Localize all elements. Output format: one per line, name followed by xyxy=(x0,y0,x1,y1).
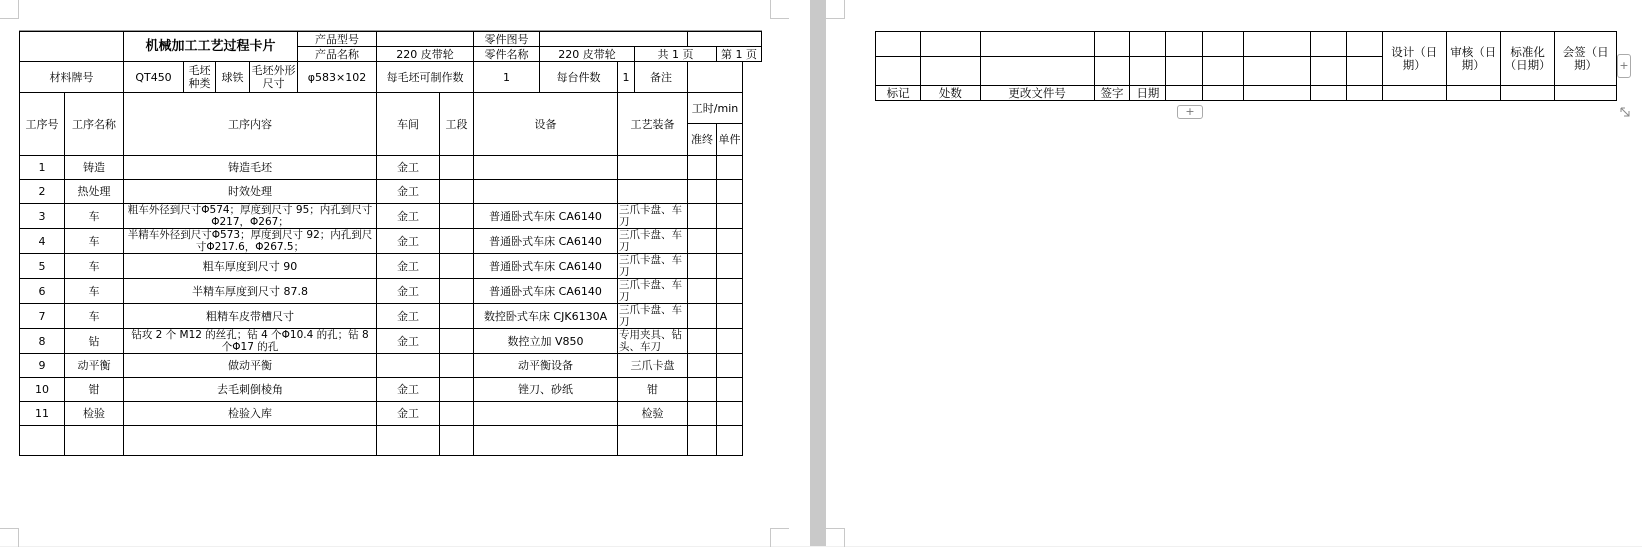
op-section[interactable] xyxy=(440,180,474,204)
op-tooling[interactable] xyxy=(618,156,688,180)
op-unit-time[interactable] xyxy=(717,378,743,402)
blank-cell[interactable] xyxy=(377,426,440,456)
col-header-tooling: 工艺装备 xyxy=(618,93,688,156)
table-row xyxy=(20,378,762,402)
blank-type-label: 毛坯种类 xyxy=(184,62,216,93)
op-section[interactable] xyxy=(440,229,474,254)
col-header-workshop: 车间 xyxy=(377,93,440,156)
op-prep-time[interactable] xyxy=(688,204,717,229)
product-model-value[interactable] xyxy=(377,32,474,47)
blank-cell xyxy=(688,32,762,47)
table-row xyxy=(20,304,762,329)
op-content[interactable]: 检验入库 xyxy=(124,402,377,426)
part-drawing-value[interactable] xyxy=(540,32,688,47)
op-workshop[interactable]: 金工 xyxy=(377,156,440,180)
op-section[interactable] xyxy=(440,354,474,378)
blank-type-value[interactable]: 球铁 xyxy=(216,62,250,93)
col-header-prep: 准终 xyxy=(688,124,717,156)
signoff-cell[interactable] xyxy=(1203,86,1244,101)
blank-cell xyxy=(20,32,124,62)
op-seq[interactable]: 2 xyxy=(20,180,65,204)
col-header-section: 工段 xyxy=(440,93,474,156)
op-section[interactable] xyxy=(440,402,474,426)
crop-mark xyxy=(770,528,789,547)
remark-label: 备注 xyxy=(635,62,688,93)
op-workshop[interactable] xyxy=(377,354,440,378)
op-workshop[interactable]: 金工 xyxy=(377,279,440,304)
signoff-cell[interactable] xyxy=(876,57,921,86)
table-row xyxy=(20,354,762,378)
blank-cell[interactable] xyxy=(688,426,717,456)
op-seq[interactable]: 3 xyxy=(20,204,65,229)
op-section[interactable] xyxy=(440,304,474,329)
signoff-cell[interactable] xyxy=(1446,86,1500,101)
signoff-cell[interactable] xyxy=(1244,32,1311,57)
crop-mark xyxy=(826,528,845,547)
op-name[interactable]: 车 xyxy=(65,204,124,229)
countersign-date-header: 会签（日期） xyxy=(1555,32,1617,86)
signoff-cell[interactable] xyxy=(1094,32,1130,57)
op-name[interactable]: 钻 xyxy=(65,329,124,354)
col-header-time: 工时/min xyxy=(688,93,743,124)
op-name[interactable]: 车 xyxy=(65,254,124,279)
signoff-cell[interactable] xyxy=(1346,32,1382,57)
standard-date-header: 标准化（日期） xyxy=(1500,32,1554,86)
op-prep-time[interactable] xyxy=(688,304,717,329)
signoff-table xyxy=(875,31,1617,101)
signoff-cell[interactable] xyxy=(921,57,981,86)
signoff-cell[interactable] xyxy=(1382,86,1446,101)
blank-cell[interactable] xyxy=(65,426,124,456)
signoff-cell[interactable] xyxy=(1203,57,1244,86)
part-name-label: 零件名称 xyxy=(474,47,540,62)
op-tooling[interactable]: 三爪卡盘、车刀 xyxy=(618,304,688,329)
review-date-header: 审核（日期） xyxy=(1446,32,1500,86)
op-content[interactable]: 粗精车皮带槽尺寸 xyxy=(124,304,377,329)
material-value[interactable]: QT450 xyxy=(124,62,184,93)
table-row xyxy=(20,254,762,279)
op-unit-time[interactable] xyxy=(717,402,743,426)
op-equipment[interactable]: 普通卧式车床 CA6140 xyxy=(474,204,618,229)
signoff-cell[interactable] xyxy=(876,32,921,57)
op-prep-time[interactable] xyxy=(688,254,717,279)
signoff-cell[interactable] xyxy=(1244,86,1311,101)
product-model-label: 产品型号 xyxy=(298,32,377,47)
op-seq[interactable]: 1 xyxy=(20,156,65,180)
op-section[interactable] xyxy=(440,204,474,229)
op-tooling[interactable]: 专用夹具、钻头、车刀 xyxy=(618,329,688,354)
op-unit-time[interactable] xyxy=(717,229,743,254)
per-unit-label: 每台件数 xyxy=(540,62,618,93)
op-name[interactable]: 车 xyxy=(65,279,124,304)
op-unit-time[interactable] xyxy=(717,204,743,229)
blank-cell[interactable] xyxy=(618,426,688,456)
mark-label: 标记 xyxy=(876,86,921,101)
signoff-cell[interactable] xyxy=(1244,57,1311,86)
op-content[interactable]: 半精车外径到尺寸Φ573；厚度到尺寸 92；内孔到尺寸Φ217.6，Φ267.5； xyxy=(124,229,377,254)
op-unit-time[interactable] xyxy=(717,279,743,304)
count-label: 处数 xyxy=(921,86,981,101)
signoff-cell[interactable] xyxy=(1346,57,1382,86)
op-equipment[interactable]: 动平衡设备 xyxy=(474,354,618,378)
op-unit-time[interactable] xyxy=(717,180,743,204)
date-label: 日期 xyxy=(1130,86,1166,101)
crop-mark xyxy=(826,0,845,19)
table-row xyxy=(20,204,762,229)
blank-cell[interactable] xyxy=(20,426,65,456)
sign-label: 签字 xyxy=(1094,86,1130,101)
card-title: 机械加工工艺过程卡片 xyxy=(124,32,298,62)
signoff-cell[interactable] xyxy=(980,57,1094,86)
signoff-cell[interactable] xyxy=(921,32,981,57)
op-workshop[interactable]: 金工 xyxy=(377,180,440,204)
op-section[interactable] xyxy=(440,378,474,402)
signoff-cell[interactable] xyxy=(1500,86,1554,101)
blank-cell[interactable] xyxy=(440,426,474,456)
total-pages: 共 1 页 xyxy=(635,47,717,62)
op-section[interactable] xyxy=(440,254,474,279)
op-prep-time[interactable] xyxy=(688,279,717,304)
op-seq[interactable]: 4 xyxy=(20,229,65,254)
blank-size-label: 毛坯外形尺寸 xyxy=(250,62,298,93)
op-section[interactable] xyxy=(440,279,474,304)
op-workshop[interactable]: 金工 xyxy=(377,204,440,229)
process-card-table xyxy=(19,31,762,456)
op-seq[interactable]: 10 xyxy=(20,378,65,402)
op-name[interactable]: 车 xyxy=(65,304,124,329)
signoff-cell[interactable] xyxy=(1166,57,1203,86)
op-equipment[interactable]: 锉刀、砂纸 xyxy=(474,378,618,402)
part-name-value[interactable]: 220 皮带轮 xyxy=(540,47,635,62)
op-tooling[interactable]: 三爪卡盘、车刀 xyxy=(618,279,688,304)
op-unit-time[interactable] xyxy=(717,304,743,329)
col-header-content: 工序内容 xyxy=(124,93,377,156)
col-header-seq: 工序号 xyxy=(20,93,65,156)
op-prep-time[interactable] xyxy=(688,180,717,204)
op-tooling[interactable]: 钳 xyxy=(618,378,688,402)
signoff-cell[interactable] xyxy=(1311,86,1347,101)
op-seq[interactable]: 9 xyxy=(20,354,65,378)
op-workshop[interactable]: 金工 xyxy=(377,329,440,354)
op-seq[interactable]: 6 xyxy=(20,279,65,304)
op-equipment[interactable]: 普通卧式车床 CA6140 xyxy=(474,279,618,304)
signoff-cell[interactable] xyxy=(1130,57,1166,86)
op-prep-time[interactable] xyxy=(688,402,717,426)
op-unit-time[interactable] xyxy=(717,329,743,354)
per-blank-value[interactable]: 1 xyxy=(474,62,540,93)
document-page-left xyxy=(0,0,810,546)
table-row xyxy=(20,156,762,180)
op-section[interactable] xyxy=(440,156,474,180)
signoff-cell[interactable] xyxy=(1166,86,1203,101)
signoff-cell[interactable] xyxy=(1311,32,1347,57)
op-content[interactable]: 粗车外径到尺寸Φ574；厚度到尺寸 95；内孔到尺寸Φ217，Φ267； xyxy=(124,204,377,229)
op-content[interactable]: 时效处理 xyxy=(124,180,377,204)
op-content[interactable]: 粗车厚度到尺寸 90 xyxy=(124,254,377,279)
signoff-cell[interactable] xyxy=(1166,32,1203,57)
op-name[interactable]: 钳 xyxy=(65,378,124,402)
per-blank-label: 每毛坯可制作数 xyxy=(377,62,474,93)
op-workshop[interactable]: 金工 xyxy=(377,402,440,426)
op-unit-time[interactable] xyxy=(717,254,743,279)
op-seq[interactable]: 11 xyxy=(20,402,65,426)
op-content[interactable]: 去毛刺倒棱角 xyxy=(124,378,377,402)
blank-cell[interactable] xyxy=(717,426,743,456)
design-date-header: 设计（日期） xyxy=(1382,32,1446,86)
add-column-button[interactable]: + xyxy=(1617,54,1631,78)
col-header-equipment: 设备 xyxy=(474,93,618,156)
blank-cell[interactable] xyxy=(474,426,618,456)
op-content[interactable]: 半精车厚度到尺寸 87.8 xyxy=(124,279,377,304)
per-unit-value[interactable]: 1 xyxy=(618,62,635,93)
op-workshop[interactable]: 金工 xyxy=(377,378,440,402)
document-page-right xyxy=(826,0,1642,546)
crop-mark xyxy=(0,0,19,19)
op-content[interactable]: 做动平衡 xyxy=(124,354,377,378)
doc-no-label: 更改文件号 xyxy=(980,86,1094,101)
op-prep-time[interactable] xyxy=(688,229,717,254)
material-label: 材料牌号 xyxy=(20,62,124,93)
op-equipment[interactable] xyxy=(474,180,618,204)
table-row xyxy=(20,402,762,426)
op-name[interactable]: 热处理 xyxy=(65,180,124,204)
signoff-cell[interactable] xyxy=(980,32,1094,57)
op-seq[interactable]: 7 xyxy=(20,304,65,329)
op-prep-time[interactable] xyxy=(688,156,717,180)
col-header-name: 工序名称 xyxy=(65,93,124,156)
op-seq[interactable]: 8 xyxy=(20,329,65,354)
signoff-cell[interactable] xyxy=(1203,32,1244,57)
op-workshop[interactable]: 金工 xyxy=(377,304,440,329)
op-tooling[interactable]: 三爪卡盘、车刀 xyxy=(618,204,688,229)
op-equipment[interactable]: 普通卧式车床 CA6140 xyxy=(474,229,618,254)
op-tooling[interactable]: 三爪卡盘、车刀 xyxy=(618,229,688,254)
operations-body xyxy=(20,156,762,426)
op-equipment[interactable]: 普通卧式车床 CA6140 xyxy=(474,254,618,279)
page-gutter xyxy=(810,0,826,546)
signoff-cell[interactable] xyxy=(1311,57,1347,86)
op-name[interactable]: 铸造 xyxy=(65,156,124,180)
add-row-button[interactable]: + xyxy=(1177,105,1203,119)
op-tooling[interactable] xyxy=(618,180,688,204)
op-name[interactable]: 动平衡 xyxy=(65,354,124,378)
op-tooling[interactable]: 三爪卡盘 xyxy=(618,354,688,378)
op-workshop[interactable]: 金工 xyxy=(377,254,440,279)
signoff-cell[interactable] xyxy=(1346,86,1382,101)
table-row xyxy=(20,329,762,354)
crop-mark xyxy=(770,0,789,19)
op-name[interactable]: 检验 xyxy=(65,402,124,426)
blank-cell[interactable] xyxy=(124,426,377,456)
op-equipment[interactable] xyxy=(474,156,618,180)
op-equipment[interactable]: 数控卧式车床 CJK6130A xyxy=(474,304,618,329)
op-name[interactable]: 车 xyxy=(65,229,124,254)
crop-mark xyxy=(0,528,19,547)
op-seq[interactable]: 5 xyxy=(20,254,65,279)
op-unit-time[interactable] xyxy=(717,156,743,180)
signoff-cell[interactable] xyxy=(1555,86,1617,101)
signoff-cell[interactable] xyxy=(1130,32,1166,57)
product-name-label: 产品名称 xyxy=(298,47,377,62)
op-content[interactable]: 钻攻 2 个 M12 的丝孔；钻 4 个Φ10.4 的孔；钻 8 个Φ17 的孔 xyxy=(124,329,377,354)
op-equipment[interactable] xyxy=(474,402,618,426)
table-row xyxy=(20,229,762,254)
resize-handle-icon[interactable] xyxy=(1619,103,1631,115)
part-drawing-label: 零件图号 xyxy=(474,32,540,47)
col-header-unit: 单件 xyxy=(717,124,743,156)
product-name-value[interactable]: 220 皮带轮 xyxy=(377,47,474,62)
op-prep-time[interactable] xyxy=(688,378,717,402)
op-content[interactable]: 铸造毛坯 xyxy=(124,156,377,180)
signoff-cell[interactable] xyxy=(1094,57,1130,86)
op-equipment[interactable]: 数控立加 V850 xyxy=(474,329,618,354)
table-row xyxy=(20,180,762,204)
op-tooling[interactable]: 检验 xyxy=(618,402,688,426)
op-workshop[interactable]: 金工 xyxy=(377,229,440,254)
blank-size-value[interactable]: φ583×102 xyxy=(298,62,377,93)
remark-value[interactable] xyxy=(688,62,743,93)
page-number: 第 1 页 xyxy=(717,47,762,62)
op-tooling[interactable]: 三爪卡盘、车刀 xyxy=(618,254,688,279)
op-prep-time[interactable] xyxy=(688,329,717,354)
table-row xyxy=(20,279,762,304)
op-unit-time[interactable] xyxy=(717,354,743,378)
op-section[interactable] xyxy=(440,329,474,354)
op-prep-time[interactable] xyxy=(688,354,717,378)
